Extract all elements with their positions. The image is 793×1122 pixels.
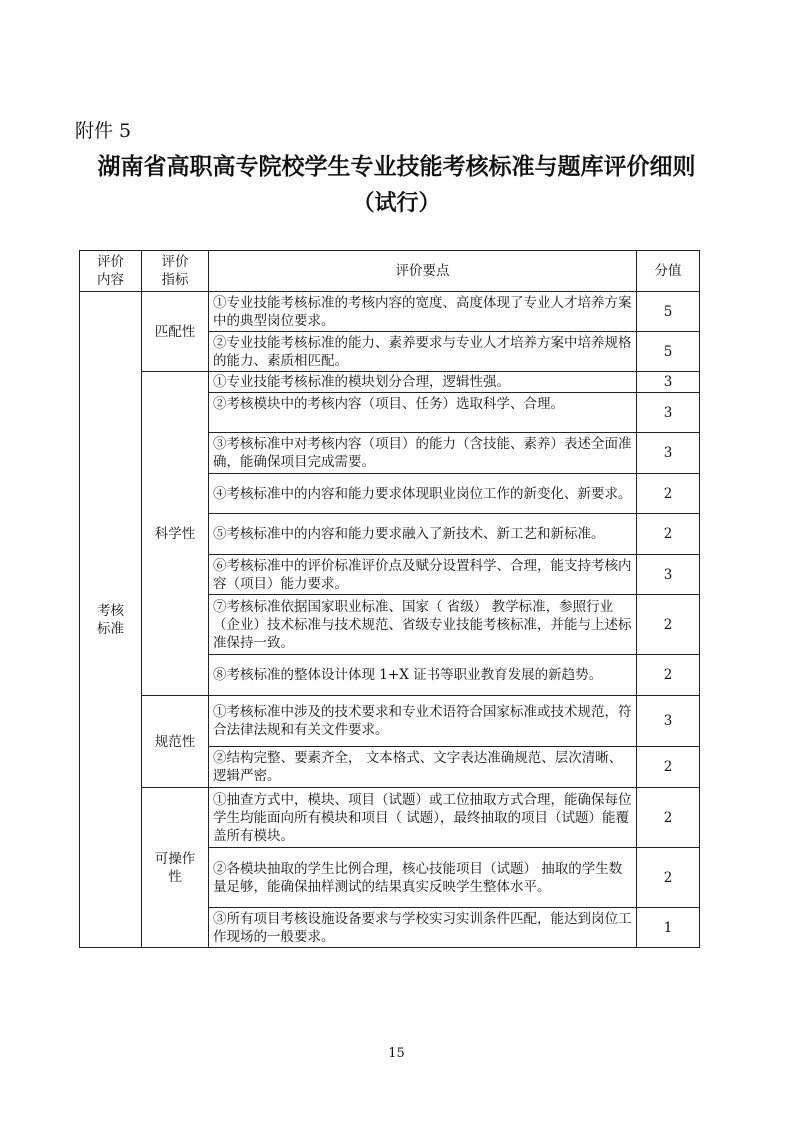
score-cell: 2 xyxy=(637,788,700,848)
document-title: 湖南省高职高专院校学生专业技能考核标准与题库评价细则 xyxy=(97,154,696,180)
attachment-label: 附件 5 xyxy=(75,120,132,142)
table-header-row xyxy=(80,251,700,292)
score-cell: 2 xyxy=(637,747,700,788)
evaluation-point: ②各模块抽取的学生比例合理，核心技能项目（试题） 抽取的学生数量足够，能确保抽样测试的结果真实反映学生整体水平。 xyxy=(209,848,637,908)
table-row xyxy=(80,788,700,848)
evaluation-table xyxy=(79,250,700,948)
score-cell: 5 xyxy=(637,332,700,372)
evaluation-point: ②结构完整、要素齐全， 文本格式、文字表达准确规范、层次清晰、逻辑严密。 xyxy=(209,747,637,788)
evaluation-point: ①专业技能考核标准的考核内容的宽度、高度体现了专业人才培养方案中的典型岗位要求。 xyxy=(209,292,637,332)
indicator-normative: 规范性 xyxy=(142,696,209,788)
document-subtitle: （试行） xyxy=(352,191,441,216)
header-indicator: 评价指标 xyxy=(142,251,209,292)
evaluation-point: ①考核标准中涉及的技术要求和专业术语符合国家标准或技术规范，符合法律法规和有关文件要求。 xyxy=(209,696,637,747)
score-cell: 2 xyxy=(637,514,700,555)
header-content: 评价内容 xyxy=(80,251,142,292)
evaluation-point: ⑦考核标准依据国家职业标准、国家（ 省级） 教学标准，参照行业（企业）技术标准与技术规范、省级专业技能考核标准，并能与上述标准保持一致。 xyxy=(209,595,637,655)
evaluation-point: ⑥考核标准中的评价标准评价点及赋分设置科学、合理，能支持考核内容（项目）能力要求。 xyxy=(209,555,637,595)
score-cell: 3 xyxy=(637,433,700,474)
evaluation-point: ④考核标准中的内容和能力要求体现职业岗位工作的新变化、新要求。 xyxy=(209,474,637,514)
table-row xyxy=(80,292,700,332)
table-row xyxy=(80,372,700,393)
page-number: 15 xyxy=(388,1046,405,1061)
evaluation-point: ③所有项目考核设施设备要求与学校实习实训条件匹配，能达到岗位工作现场的一般要求。 xyxy=(209,908,637,948)
score-cell: 2 xyxy=(637,655,700,696)
score-cell: 3 xyxy=(637,393,700,433)
score-cell: 3 xyxy=(637,372,700,393)
evaluation-point: ⑧考核标准的整体设计体现 1+X 证书等职业教育发展的新趋势。 xyxy=(209,655,637,696)
header-score: 分值 xyxy=(637,251,700,292)
indicator-scientific: 科学性 xyxy=(142,372,209,696)
score-cell: 2 xyxy=(637,474,700,514)
evaluation-point: ②考核模块中的考核内容（项目、任务）选取科学、合理。 xyxy=(209,393,637,433)
score-cell: 5 xyxy=(637,292,700,332)
score-cell: 2 xyxy=(637,848,700,908)
score-cell: 2 xyxy=(637,595,700,655)
indicator-operability: 可操作性 xyxy=(142,788,209,948)
evaluation-point: ①专业技能考核标准的模块划分合理，逻辑性强。 xyxy=(209,372,637,393)
content-category-cell: 考核标准 xyxy=(80,292,142,948)
evaluation-point: ③考核标准中对考核内容（项目）的能力（含技能、素养）表述全面准确，能确保项目完成需要。 xyxy=(209,433,637,474)
header-points: 评价要点 xyxy=(209,251,637,292)
score-cell: 3 xyxy=(637,555,700,595)
score-cell: 3 xyxy=(637,696,700,747)
evaluation-point: ⑤考核标准中的内容和能力要求融入了新技术、新工艺和新标准。 xyxy=(209,514,637,555)
evaluation-point: ②专业技能考核标准的能力、素养要求与专业人才培养方案中培养规格的能力、素质相匹配。 xyxy=(209,332,637,372)
indicator-matching: 匹配性 xyxy=(142,292,209,372)
evaluation-point: ①抽查方式中，模块、项目（试题）或工位抽取方式合理，能确保每位学生均能面向所有模块和项目（ 试题），最终抽取的项目（试题）能覆盖所有模块。 xyxy=(209,788,637,848)
table-row xyxy=(80,696,700,747)
score-cell: 1 xyxy=(637,908,700,948)
